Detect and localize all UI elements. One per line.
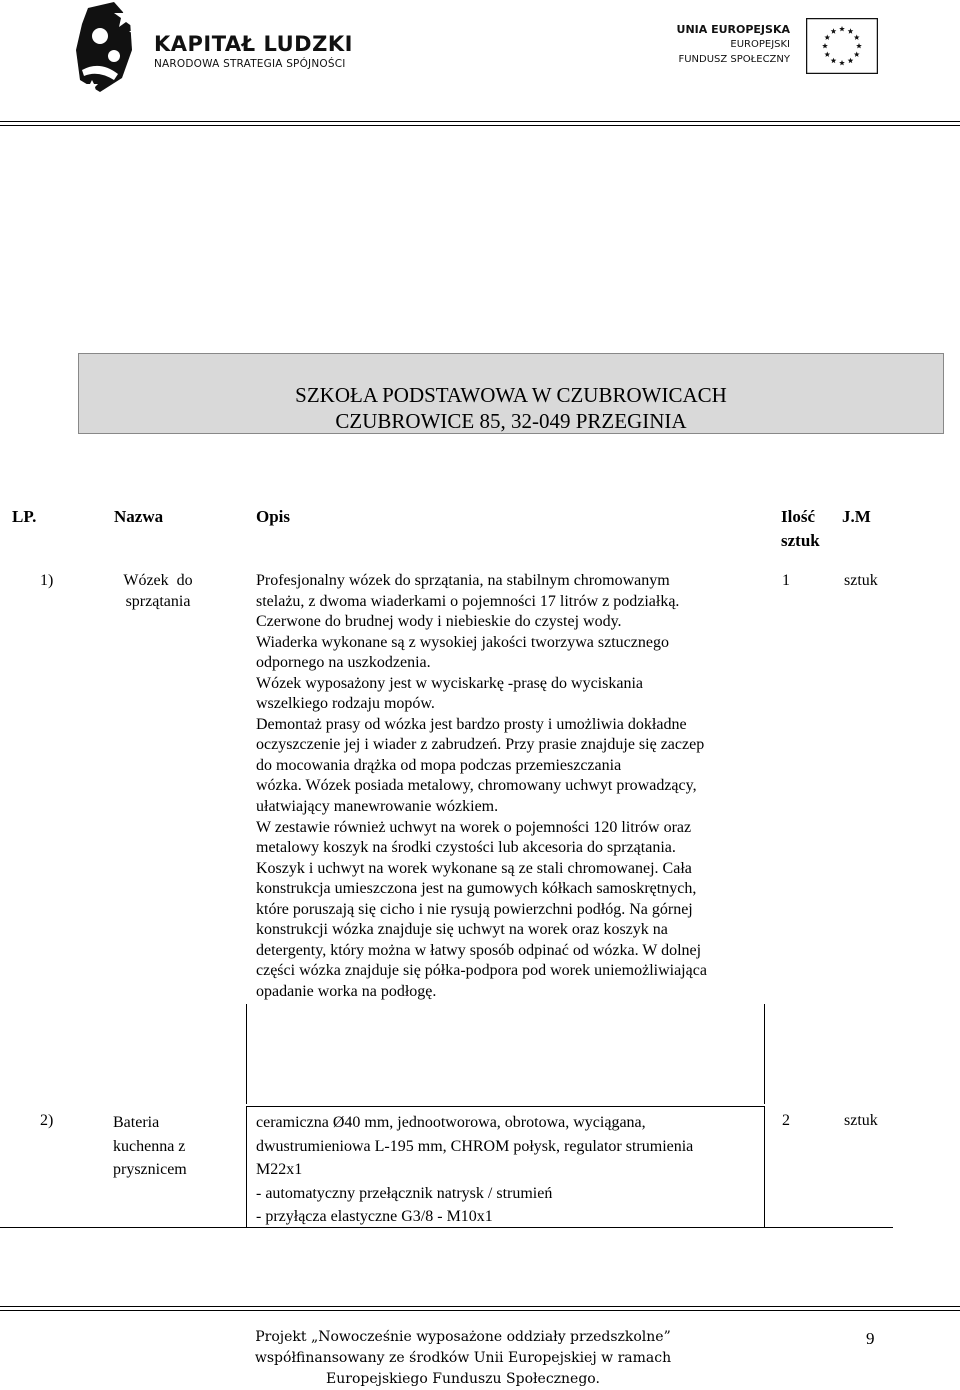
description-line: ułatwiający manewrowanie wózkiem. (256, 798, 499, 816)
footer-text (0, 1327, 926, 1390)
footer-line1: Projekt „Nowocześnie wyposażone oddziały przedszkolne” (255, 1329, 671, 1345)
school-title-box (78, 353, 944, 434)
description-line: konstrukcja umieszczona jest na gumowych kółkach samoskrętnych, (256, 880, 697, 898)
footer-rule (0, 1306, 960, 1307)
description-line: stelażu, z dwoma wiaderkami o pojemności 17 litrów z podziałką. (256, 592, 680, 610)
header-qty-line1: Ilość (781, 507, 815, 526)
logo-subtitle: NARODOWA STRATEGIA SPÓJNOŚCI (154, 58, 346, 70)
eu-logo (670, 18, 885, 78)
description-line: - przyłącza elastyczne G3/8 - M10x1 (256, 1208, 493, 1225)
row1-name-line1: Wózek do (123, 572, 193, 589)
header-unit: J.M (842, 507, 871, 526)
row1-name (113, 571, 203, 612)
eu-logo-line3: FUNDUSZ SPOŁECZNY (678, 54, 790, 65)
description-line: opadanie worka na podłogę. (256, 982, 437, 1000)
row2-unit: sztuk (844, 1112, 878, 1129)
row2-name-line2: kuchenna z (113, 1137, 186, 1155)
eu-flag-icon (806, 18, 878, 74)
school-address: CZUBROWICE 85, 32-049 PRZEGINIA (335, 409, 687, 433)
description-line: ceramiczna Ø40 mm, jednootworowa, obrotowa, wyciągana, (256, 1114, 646, 1131)
description-line: Wiaderka wykonane są z wysokiej jakości tworzywa sztucznego (256, 633, 669, 651)
description-line: M22x1 (256, 1161, 303, 1178)
description-line: do mocowania drążka od mopa podczas przemieszczania (256, 756, 622, 774)
footer-line2: współfinansowany ze środków Unii Europejskiej w ramach (254, 1350, 672, 1366)
footer-rule-thin (0, 1310, 960, 1311)
row2-border-top (246, 1106, 765, 1107)
description-line: - automatyczny przełącznik natrysk / strumień (256, 1184, 553, 1202)
header-rule-thin (0, 125, 960, 126)
description-line: części wózka znajduje się półka-podpora pod worek uniemożliwiająca (256, 962, 707, 980)
description-line: wózka. Wózek posiada metalowy, chromowany uchwyt prowadzący, (256, 777, 697, 795)
row1-qty: 1 (782, 572, 790, 589)
row2-name-line1: Bateria (113, 1114, 160, 1131)
description-line: które poruszają się cicho i nie rysują powierzchni podłóg. Na górnej (256, 900, 693, 918)
description-line: odpornego na uszkodzenia. (256, 654, 431, 672)
description-line: Profesjonalny wózek do sprzątania, na stabilnym chromowanym (256, 572, 670, 589)
header-qty (781, 506, 820, 552)
description-line: Koszyk i uchwyt na worek wykonane są ze stali chromowanej. Cała (256, 859, 692, 877)
description-line: Demontaż prasy od wózka jest bardzo prosty i umożliwia dokładne (256, 715, 687, 733)
footer-line3: Europejskiego Funduszu Społecznego. (326, 1371, 600, 1387)
row1-unit: sztuk (844, 572, 878, 589)
row2-name (113, 1111, 187, 1182)
description-line: Wózek wyposażony jest w wyciskarkę -prasę do wyciskania (256, 674, 643, 692)
header-rule (0, 121, 960, 122)
description-line: Czerwone do brudnej wody i niebieskie do czystej wody. (256, 613, 622, 631)
kapital-ludzki-emblem-icon (70, 0, 150, 95)
description-line: oczyszczenie jej i wiader z zabrudzeń. Przy prasie znajduje się zaczep (256, 736, 705, 754)
header-desc: Opis (256, 507, 291, 526)
row1-description (256, 571, 756, 1002)
row2-qty: 2 (782, 1112, 790, 1129)
description-line: konstrukcji wózka znajduje się uchwyt na worek oraz koszyk na (256, 921, 668, 939)
description-line: W zestawie również uchwyt na worek o pojemności 120 litrów oraz (256, 818, 692, 836)
row2-lp: 2) (40, 1112, 54, 1129)
description-line: dwustrumieniowa L-195 mm, CHROM połysk, regulator strumienia (256, 1137, 694, 1155)
description-line: wszelkiego rodzaju mopów. (256, 695, 435, 713)
eu-logo-line1: UNIA EUROPEJSKA (676, 23, 790, 36)
school-name: SZKOŁA PODSTAWOWA W CZUBROWICACH (295, 383, 727, 407)
eu-logo-line2: EUROPEJSKI (730, 39, 790, 50)
row2-description (256, 1111, 776, 1229)
row2-border-left (246, 1106, 247, 1228)
header-qty-line2: sztuk (781, 531, 820, 550)
kapital-ludzki-logo (70, 0, 370, 95)
logo-title: KAPITAŁ LUDZKI (154, 32, 353, 56)
header-lp: LP. (12, 507, 37, 526)
description-line: metalowy koszyk na środki czystości lub akcesoria do sprzątania. (256, 839, 676, 857)
row1-name-line2: sprzątania (125, 592, 191, 610)
page-number: 9 (866, 1329, 875, 1348)
header-name: Nazwa (114, 507, 164, 526)
row2-name-line3: prysznicem (113, 1161, 187, 1178)
row1-border-left (246, 1004, 247, 1104)
description-line: detergenty, który można w łatwy sposób odpinać od wózka. W dolnej (256, 941, 702, 959)
row1-border-right (764, 1004, 765, 1104)
row1-lp: 1) (40, 572, 54, 589)
